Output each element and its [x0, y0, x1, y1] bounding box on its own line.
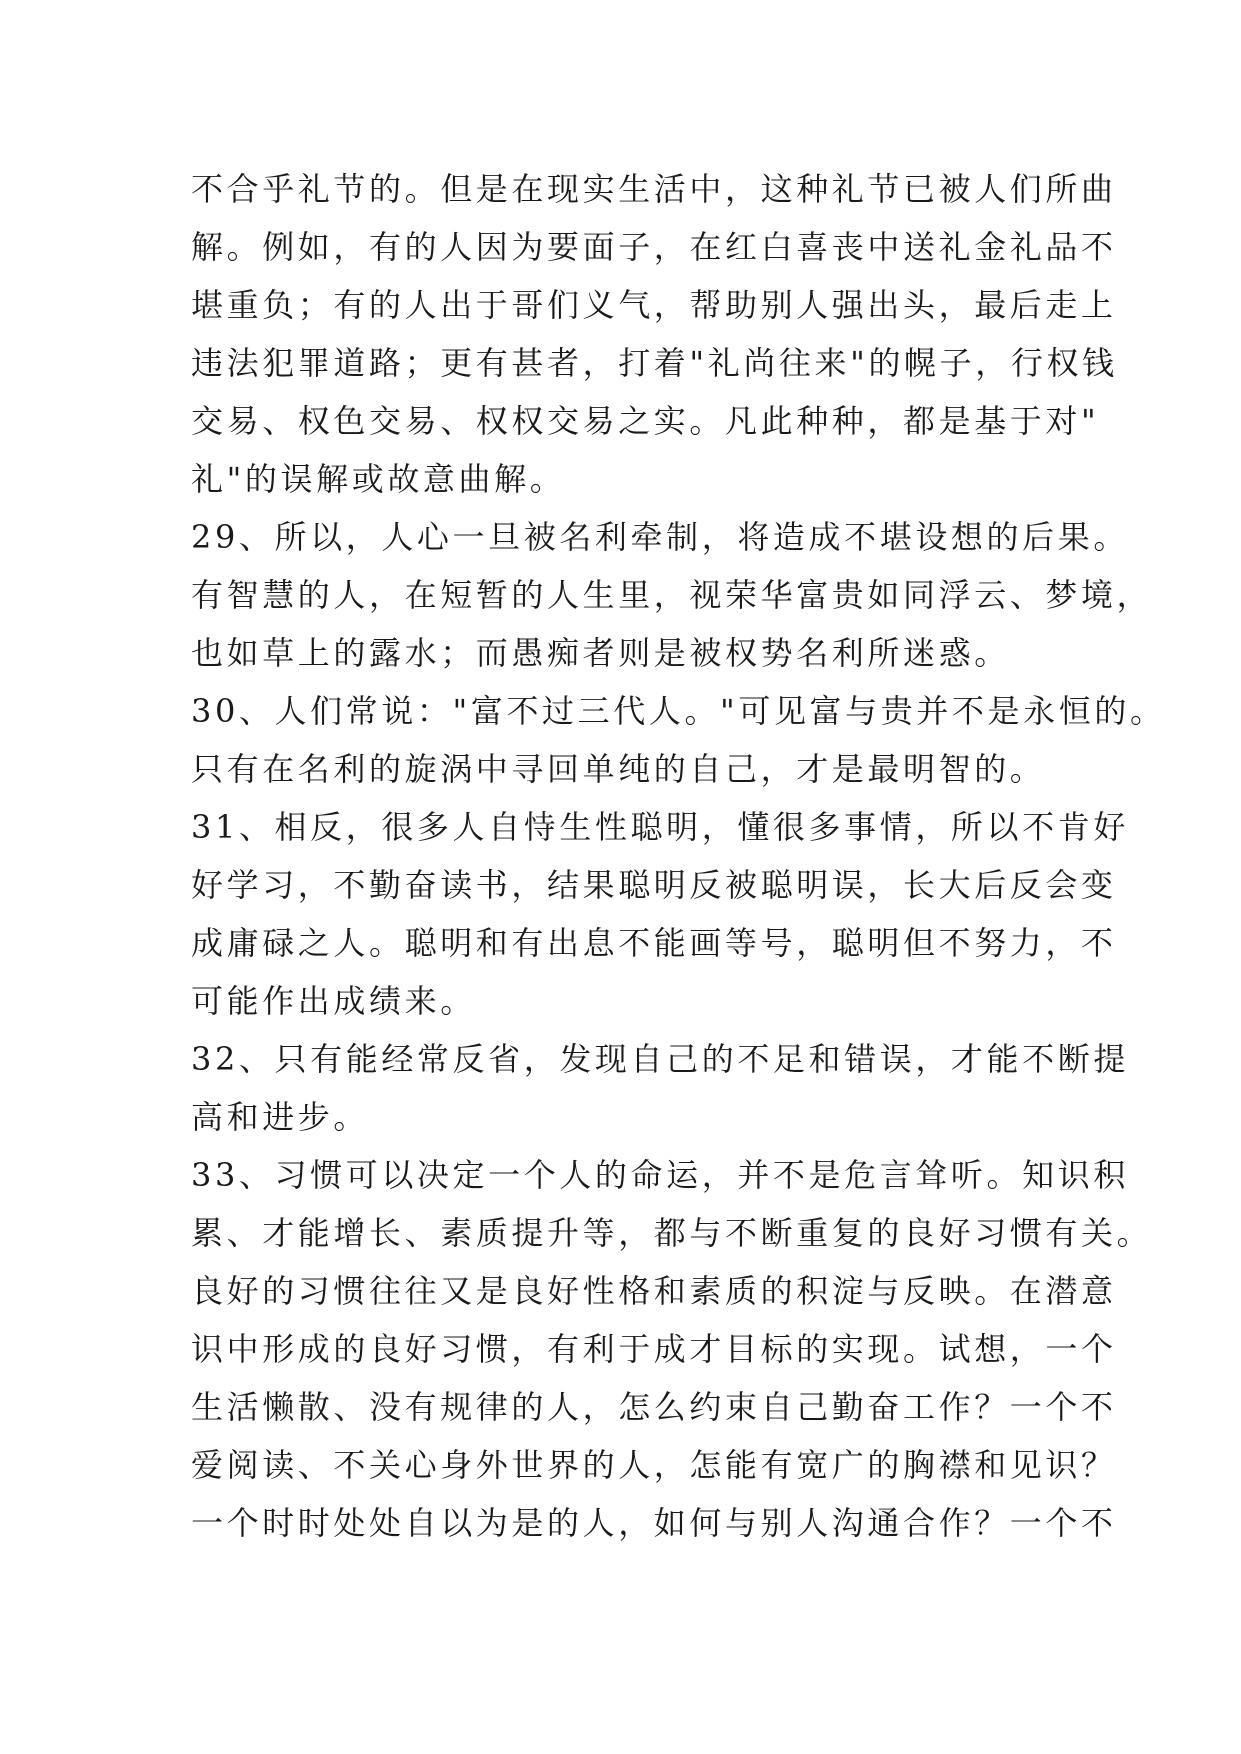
text-line: 好学习，不勤奋读书，结果聪明反被聪明误，长大后反会变	[191, 866, 1117, 904]
text-line: 爱阅读、不关心身外世界的人，怎能有宽广的胸襟和见识？	[191, 1446, 1117, 1484]
text-line: 交易、权色交易、权权交易之实。凡此种种，都是基于对"	[191, 402, 1100, 440]
text-line: 成庸碌之人。聪明和有出息不能画等号，聪明但不努力，不	[191, 924, 1117, 962]
text-line: 30、人们常说："富不过三代人。"可见富与贵并不是永恒的。	[191, 692, 1166, 730]
text-line: 33、习惯可以决定一个人的命运，并不是危言耸听。知识积	[191, 1156, 1129, 1194]
text-line: 生活懒散、没有规律的人，怎么约束自己勤奋工作？一个不	[191, 1388, 1117, 1426]
text-line: 有智慧的人，在短暂的人生里，视荣华富贵如同浮云、梦境，	[191, 576, 1153, 614]
text-line: 也如草上的露水；而愚痴者则是被权势名利所迷惑。	[191, 634, 1010, 672]
text-line: 解。例如，有的人因为要面子，在红白喜丧中送礼金礼品不	[191, 228, 1117, 266]
text-line: 礼"的误解或故意曲解。	[191, 460, 566, 498]
text-line: 高和进步。	[191, 1098, 370, 1136]
text-line: 可能作出成绩来。	[191, 982, 476, 1020]
document-body	[191, 160, 1166, 1552]
text-line: 不合乎礼节的。但是在现实生活中，这种礼节已被人们所曲	[191, 170, 1117, 208]
text-line: 累、才能增长、素质提升等，都与不断重复的良好习惯有关。	[191, 1214, 1153, 1252]
text-line: 一个时时处处自以为是的人，如何与别人沟通合作？一个不	[191, 1504, 1117, 1542]
text-line: 只有在名利的旋涡中寻回单纯的自己，才是最明智的。	[191, 750, 1046, 788]
text-line: 违法犯罪道路；更有甚者，打着"礼尚往来"的幌子，行权钱	[191, 344, 1118, 382]
text-line: 32、只有能经常反省，发现自己的不足和错误，才能不断提	[191, 1040, 1129, 1078]
text-line: 29、所以，人心一旦被名利牵制，将造成不堪设想的后果。	[191, 518, 1129, 556]
text-line: 良好的习惯往往又是良好性格和素质的积淀与反映。在潜意	[191, 1272, 1117, 1310]
text-line: 识中形成的良好习惯，有利于成才目标的实现。试想，一个	[191, 1330, 1117, 1368]
text-line: 堪重负；有的人出于哥们义气，帮助别人强出头，最后走上	[191, 286, 1117, 324]
text-line: 31、相反，很多人自恃生性聪明，懂很多事情，所以不肯好	[191, 808, 1129, 846]
